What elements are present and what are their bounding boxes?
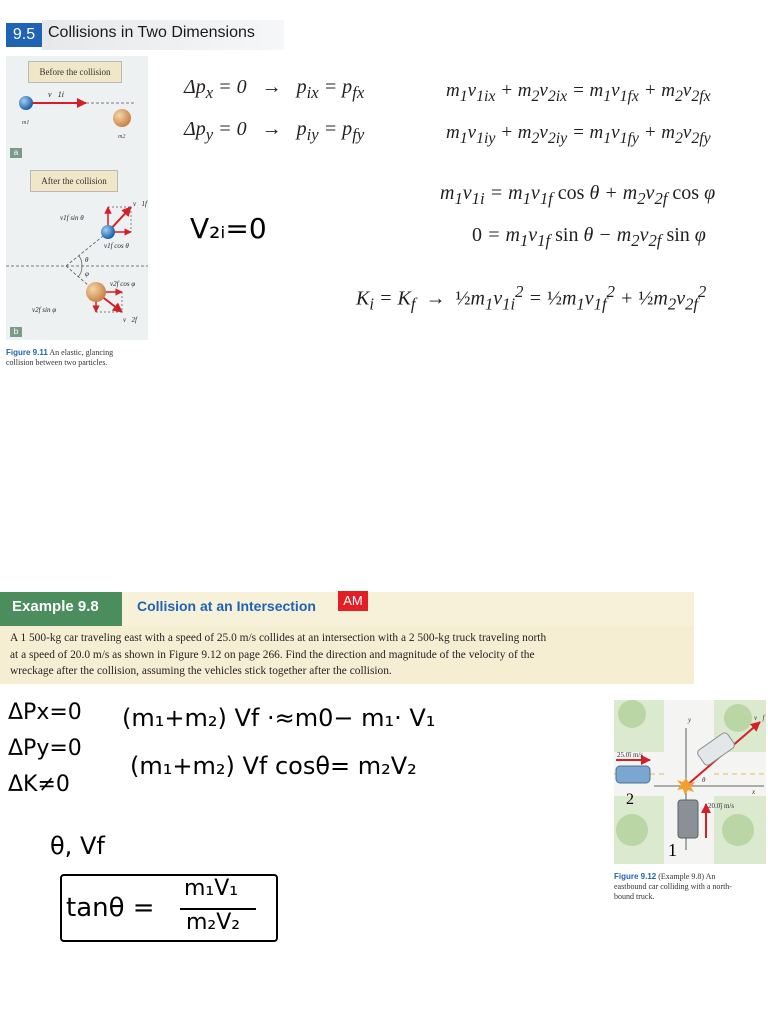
tree-3 [616, 814, 648, 846]
handwritten-eq1: (m₁+m₂) Vf ·≈m0− m₁· V₁ [122, 704, 436, 732]
v1i-label: v⃗1i [48, 90, 64, 99]
figure-9-12 [614, 700, 766, 864]
example-line3: wreckage after the collision, assuming the vehicles stick together after the collision. [10, 665, 392, 677]
example-text [10, 630, 690, 680]
figure-9-12-caption [614, 872, 768, 902]
v1f-label: v⃗1f [133, 200, 147, 208]
handwritten-unknowns: θ, Vf [50, 832, 105, 860]
car [616, 766, 650, 783]
collision-diagram [6, 56, 148, 340]
eq-momentum-y: $m_1v_{1iy} + m_2v_{2iy} = m_1v_{1fy} + m_2v_{2fy}$ [446, 122, 711, 147]
handwritten-dk: ΔK≠0 [8, 772, 70, 797]
figure-tag-b: b [10, 327, 22, 337]
figure-9-12-label: Figure 9.12 [614, 872, 657, 881]
figure-tag-a: a [10, 148, 22, 158]
eq-dpy: $\Delta p_y = 0 \to p_{iy} = p_{fy}$ [184, 118, 365, 144]
eq-x-component: $m_1v_{1i} = m_1v_{1f}$ $\cos \theta + m_2v_{2f}$ cos φ [440, 182, 716, 208]
handwritten-mark-1: 1 [668, 840, 677, 860]
example-line1: A 1 500-kg car traveling east with a speed of 25.0 m/s collides at an intersection with a 2 500-kg truck traveling north [10, 632, 547, 644]
m2-label: m2 [118, 134, 126, 140]
vf-label: v⃗f [754, 714, 765, 722]
v1f-cos-label: v1f cos θ [104, 242, 129, 250]
caption-912-line2: eastbound car colliding with a north- [614, 882, 732, 891]
handwritten-mark-2: 2 [626, 791, 634, 808]
tree-2 [724, 704, 752, 732]
handwritten-v2i: V₂ᵢ=0 [190, 212, 267, 245]
v2f-label: v⃗2f [123, 316, 137, 324]
y-axis-label: y [688, 716, 692, 724]
handwritten-dpx: ΔPx=0 [8, 700, 82, 725]
eq-dpx: $\Delta p_x = 0 \to p_{ix} = p_{fx}$ [184, 76, 365, 102]
theta-label: θ [85, 256, 89, 264]
caption-912-line1: (Example 9.8) An [658, 872, 716, 881]
figure-9-11-caption [6, 348, 154, 368]
ball-m2-after [86, 282, 106, 302]
ball-m2-before [113, 109, 131, 127]
section-title: Collisions in Two Dimensions [48, 24, 255, 41]
tree-4 [722, 814, 754, 846]
figure-9-11-label: Figure 9.11 [6, 348, 48, 357]
section-number: 9.5 [6, 23, 42, 47]
handwritten-dpy: ΔPy=0 [8, 736, 82, 761]
v2f-sin-label: v2f sin φ [32, 306, 57, 314]
phi-label: φ [85, 270, 89, 278]
caption-line1: An elastic, glancing [49, 348, 114, 357]
caption-line2: collision between two particles. [6, 358, 108, 367]
theta-label-912: θ [702, 776, 706, 784]
eq-momentum-x: $m_1v_{1ix} + m_2v_{2ix} = m_1v_{1fx} + m_2v_{2fx}$ [446, 80, 711, 105]
caption-912-line3: bound truck. [614, 892, 655, 901]
ball-m1-before [19, 96, 33, 110]
eq-y-component: $0 = m_1v_{1f}$ $\sin \theta - m_2v_{2f}$ sin φ [472, 224, 706, 250]
handwritten-tan-denominator: m₂V₂ [186, 910, 241, 935]
example-label: Example 9.8 [0, 592, 122, 626]
before-collision-label: Before the collision [28, 61, 122, 83]
truck-velocity-label: 20.0ĵ m/s [708, 802, 735, 810]
handwritten-tan-numerator: m₁V₁ [184, 876, 239, 901]
example-line2: at a speed of 20.0 m/s as shown in Figure 9.12 on page 266. Find the direction and magnitude of the velocity of the [10, 648, 535, 661]
handwritten-tan: tanθ = [66, 893, 155, 923]
x-axis-label: x [752, 788, 756, 796]
example-title: Collision at an Intersection [137, 598, 316, 614]
m1-label: m1 [22, 120, 30, 126]
after-collision-label: After the collision [30, 170, 118, 192]
car-velocity-label: 25.0î m/s [617, 751, 644, 759]
theta-arc [79, 256, 82, 266]
v1f-sin-label: v1f sin θ [60, 214, 84, 222]
tree-1 [618, 700, 646, 728]
v2f-cos-label: v2f cos φ [110, 280, 136, 288]
phi-arc [78, 266, 82, 277]
ball-m1-after [101, 225, 115, 239]
truck [678, 800, 698, 838]
handwritten-eq2: (m₁+m₂) Vf cosθ= m₂V₂ [130, 752, 417, 780]
eq-energy: $K_i = K_f$ → $\frac{1}{2}m_1v_{1i}^2$ = $\frac{1}{2}m_1v_{1f}^2$ + $\frac{1}{2}m_2v_{2f}^2$ [356, 282, 707, 314]
am-badge: AM [338, 591, 368, 611]
